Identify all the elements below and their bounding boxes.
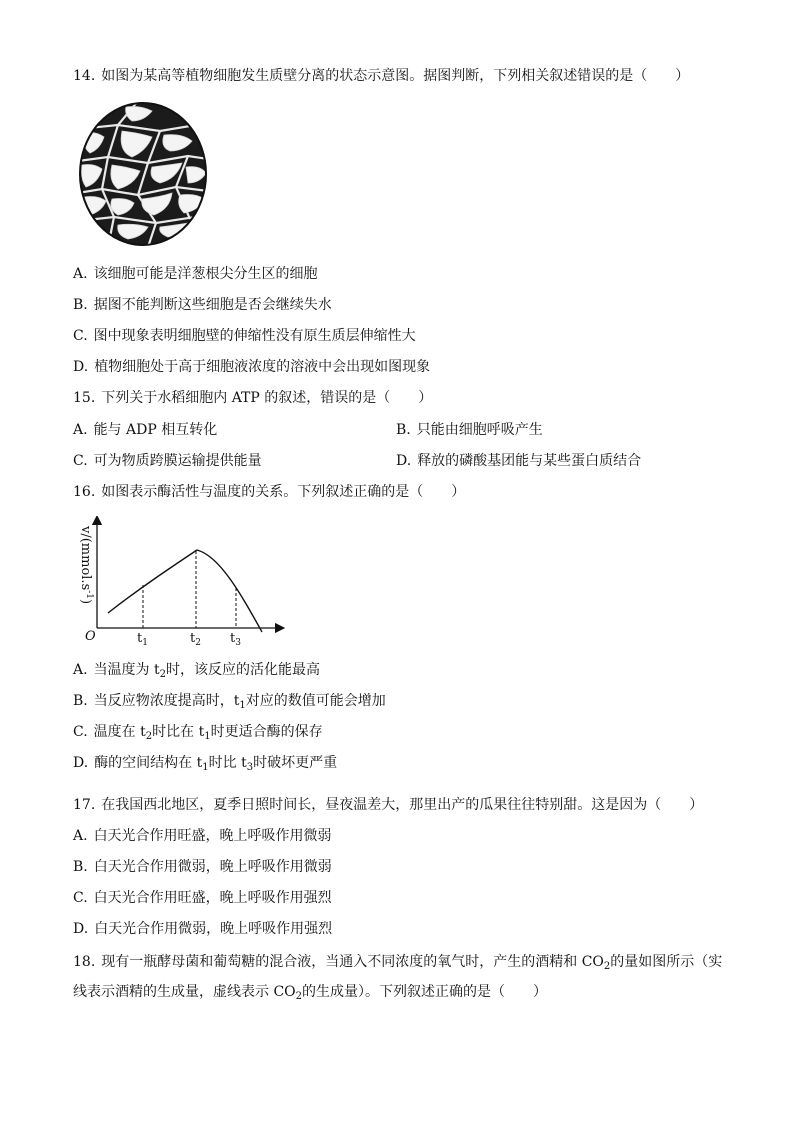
option-label: D. [396,453,412,469]
option-label: C. [73,328,88,344]
q15-option-a[interactable] [73,421,217,439]
option-text-tail: 时更适合酶的保存 [210,724,323,740]
option-text: 可为物质跨膜运输提供能量 [93,453,262,469]
option-text-tail: 时破坏更严重 [253,755,338,771]
q18-stem-line2 [73,983,547,1006]
option-text: 该细胞可能是洋葱根尖分生区的细胞 [93,266,318,282]
option-text-mid: 时比在 t [152,724,205,740]
q18-number: 18. [73,954,96,970]
enzyme-graph-svg [70,516,290,650]
q18-stem-text-tail: 的量如图所示（实 [610,954,723,970]
option-text: 植物细胞处于高于细胞液浓度的溶液中会出现如图现象 [94,359,431,375]
q14-option-b[interactable] [73,296,332,314]
option-text: 图中现象表明细胞壁的伸缩性没有原生质层伸缩性大 [93,328,416,344]
option-text: 据图不能判断这些细胞是否会继续失水 [93,297,332,313]
option-text-tail: 时，该反应的活化能最高 [166,662,321,678]
option-label: B. [396,422,411,438]
option-text-tail: 对应的数值可能会增加 [245,693,386,709]
option-text: 酶的空间结构在 t [94,755,203,771]
tick-t3: $t_3$ [230,631,241,648]
option-label: B. [73,859,88,875]
option-subscript: 3 [246,762,254,773]
tick-t2: $t_2$ [190,631,201,648]
option-subscript: 1 [202,762,209,773]
co2-subscript: 2 [295,991,303,1002]
q15-option-d[interactable] [396,452,641,470]
y-axis-label: $v/(mmol.s^{-1})$ [78,526,94,605]
q17-option-c[interactable] [73,889,332,907]
q18-stem-text-tail: 的生成量）。下列叙述正确的是（ ） [302,984,548,1000]
option-text: 释放的磷酸基团能与某些蛋白质结合 [417,453,642,469]
option-text: 白天光合作用微弱，晚上呼吸作用微弱 [93,859,332,875]
q17-stem [73,796,703,814]
q15-stem [73,389,432,407]
q14-number: 14. [73,68,96,84]
option-label: A. [73,422,88,438]
option-text: 只能由细胞呼吸产生 [416,422,543,438]
option-text: 能与 ADP 相互转化 [93,422,218,438]
option-label: C. [73,453,88,469]
option-subscript: 2 [145,731,153,742]
activity-curve [108,550,262,632]
q14-option-c[interactable] [73,327,416,345]
q16-number: 16. [73,484,96,500]
q17-option-b[interactable] [73,858,332,876]
q17-option-a[interactable] [73,827,332,845]
plasmolysis-cell-figure [78,101,208,247]
option-label: A. [73,828,88,844]
option-label: D. [73,359,89,375]
option-label: A. [73,266,88,282]
q15-stem-text: 下列关于水稻细胞内 ATP 的叙述，错误的是（ ） [101,390,433,406]
q16-stem-text: 如图表示酶活性与温度的关系。下列叙述正确的是（ ） [101,484,466,500]
q18-stem-line1 [73,953,722,976]
q17-stem-text: 在我国西北地区，夏季日照时间长，昼夜温差大，那里出产的瓜果往往特别甜。这是因为（ ） [101,797,704,813]
option-label: B. [73,297,88,313]
option-text-mid: 时比 t [208,755,247,771]
q15-number: 15. [73,390,96,406]
option-label: D. [73,921,89,937]
option-text: 温度在 t [93,724,146,740]
q14-stem [73,67,689,85]
enzyme-activity-temperature-graph [70,516,290,650]
tick-t1: $t_1$ [137,631,148,648]
option-label: C. [73,724,88,740]
option-label: A. [73,662,88,678]
q16-stem [73,483,465,501]
option-text: 白天光合作用微弱，晚上呼吸作用强烈 [94,921,333,937]
q17-number: 17. [73,797,96,813]
q14-stem-text: 如图为某高等植物细胞发生质壁分离的状态示意图。据图判断，下列相关叙述错误的是（ ） [101,68,690,84]
q14-option-d[interactable] [73,358,430,376]
option-text: 白天光合作用旺盛，晚上呼吸作用微弱 [93,828,332,844]
q14-option-a[interactable] [73,265,318,283]
option-label: B. [73,693,88,709]
option-text: 当反应物浓度提高时，t [93,693,240,709]
option-text: 当温度为 t [93,662,160,678]
plasmolysis-micrograph [78,101,208,247]
q16-option-d[interactable] [73,754,337,777]
q17-option-d[interactable] [73,920,332,938]
origin-label: O [85,629,96,644]
option-subscript: 1 [239,700,246,711]
q15-option-b[interactable] [396,421,543,439]
q16-option-b[interactable] [73,692,386,715]
q15-option-c[interactable] [73,452,262,470]
option-subscript: 2 [159,669,167,680]
q16-option-c[interactable] [73,723,323,746]
q18-stem-text: 线表示酒精的生成量，虚线表示 CO [73,984,296,1000]
q18-stem-text: 现有一瓶酵母菌和葡萄糖的混合液，当通入不同浓度的氧气时，产生的酒精和 CO [101,954,604,970]
co2-subscript: 2 [603,961,611,972]
option-text: 白天光合作用旺盛，晚上呼吸作用强烈 [93,890,332,906]
option-label: D. [73,755,89,771]
option-subscript: 1 [204,731,211,742]
option-label: C. [73,890,88,906]
q16-option-a[interactable] [73,661,320,684]
